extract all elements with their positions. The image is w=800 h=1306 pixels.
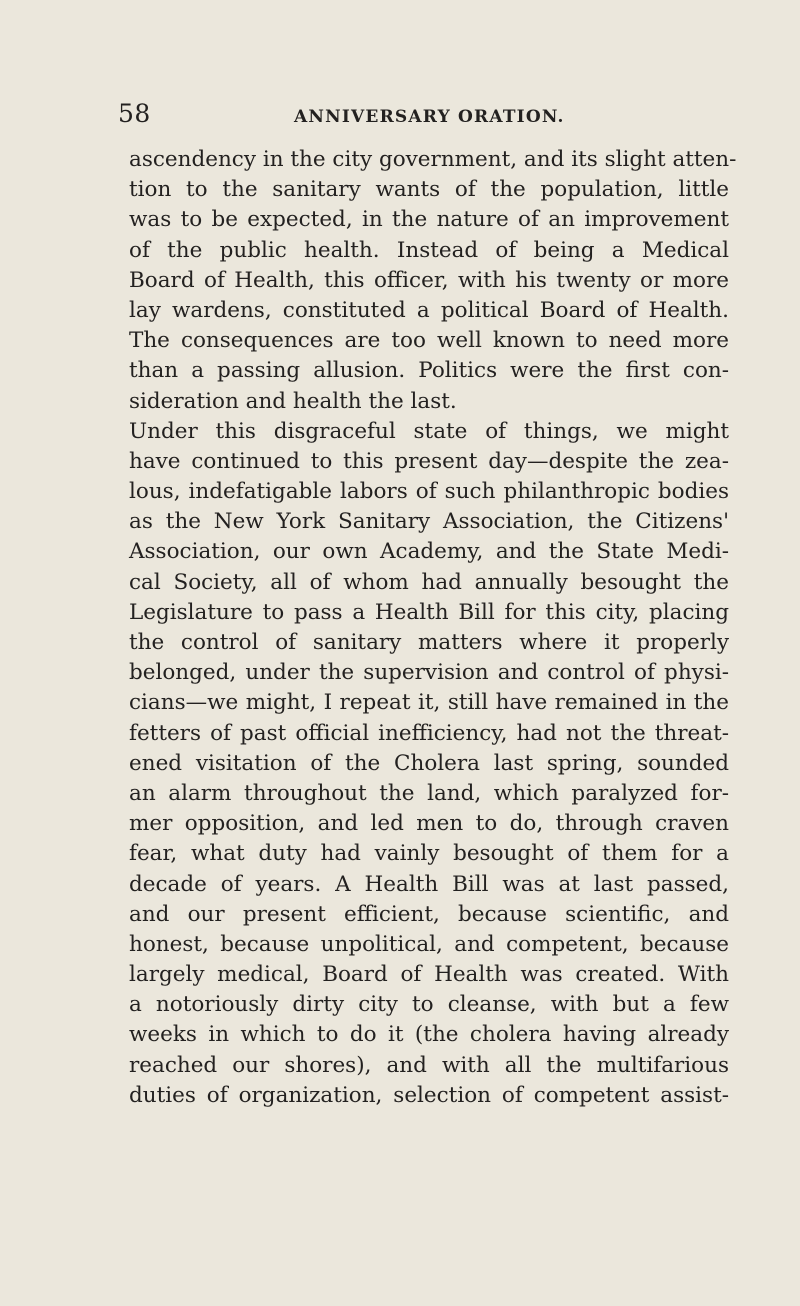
page-number: 58	[118, 99, 151, 128]
text-line: fetters of past official inefficiency, had not the threat-	[129, 720, 729, 746]
text-line: cal Society, all of whom had annually besought the	[129, 569, 729, 595]
text-line: and our present efficient, because scientific, and	[129, 901, 729, 927]
text-line: duties of organization, selection of competent assist-	[129, 1082, 729, 1108]
text-line: an alarm throughout the land, which paralyzed for-	[129, 780, 729, 806]
text-line: a notoriously dirty city to cleanse, with but a few	[129, 992, 729, 1018]
text-line: lay wardens, constituted a political Board of Health.	[129, 297, 729, 323]
text-line: was to be expected, in the nature of an improvement	[129, 207, 729, 233]
text-line: ascendency in the city government, and its slight atten-	[129, 147, 737, 172]
paragraph-start-line: Under this disgraceful state of things, we might	[129, 418, 729, 444]
text-line: than a passing allusion. Politics were the first con-	[129, 358, 729, 384]
text-line: ened visitation of the Cholera last spring, sounded	[129, 750, 729, 776]
text-line: belonged, under the supervision and control of physi-	[129, 660, 729, 686]
text-line: Board of Health, this officer, with his twenty or more	[129, 267, 729, 293]
text-line: the control of sanitary matters where it properly	[129, 630, 729, 655]
body-text	[129, 145, 737, 1111]
text-line: Association, our own Academy, and the State Medi-	[129, 539, 729, 565]
text-line: tion to the sanitary wants of the population, little	[129, 177, 729, 203]
text-line: largely medical, Board of Health was created. With	[129, 962, 729, 988]
text-line: fear, what duty had vainly besought of them for a	[129, 841, 729, 867]
text-line: reached our shores), and with all the multifarious	[129, 1052, 729, 1078]
text-line: of the public health. Instead of being a Medical	[129, 237, 729, 263]
text-line: honest, because unpolitical, and competent, because	[129, 931, 729, 957]
text-line: mer opposition, and led men to do, through craven	[129, 811, 729, 837]
paragraph-end-line: sideration and health the last.	[129, 388, 457, 414]
text-line: decade of years. A Health Bill was at last passed,	[129, 871, 729, 897]
text-line: as the New York Sanitary Association, the Citizens'	[129, 509, 729, 535]
text-line: have continued to this present day—despite the zea-	[129, 448, 729, 474]
page-header	[118, 99, 728, 133]
text-line: cians—we might, I repeat it, still have remained in the	[129, 690, 729, 716]
running-head: ANNIVERSARY ORATION.	[294, 107, 565, 127]
text-line: Legislature to pass a Health Bill for this city, placing	[129, 599, 729, 625]
text-line: lous, indefatigable labors of such philanthropic bodies	[129, 479, 729, 505]
text-line: weeks in which to do it (the cholera having already	[129, 1022, 729, 1048]
text-line: The consequences are too well known to need more	[129, 328, 729, 354]
